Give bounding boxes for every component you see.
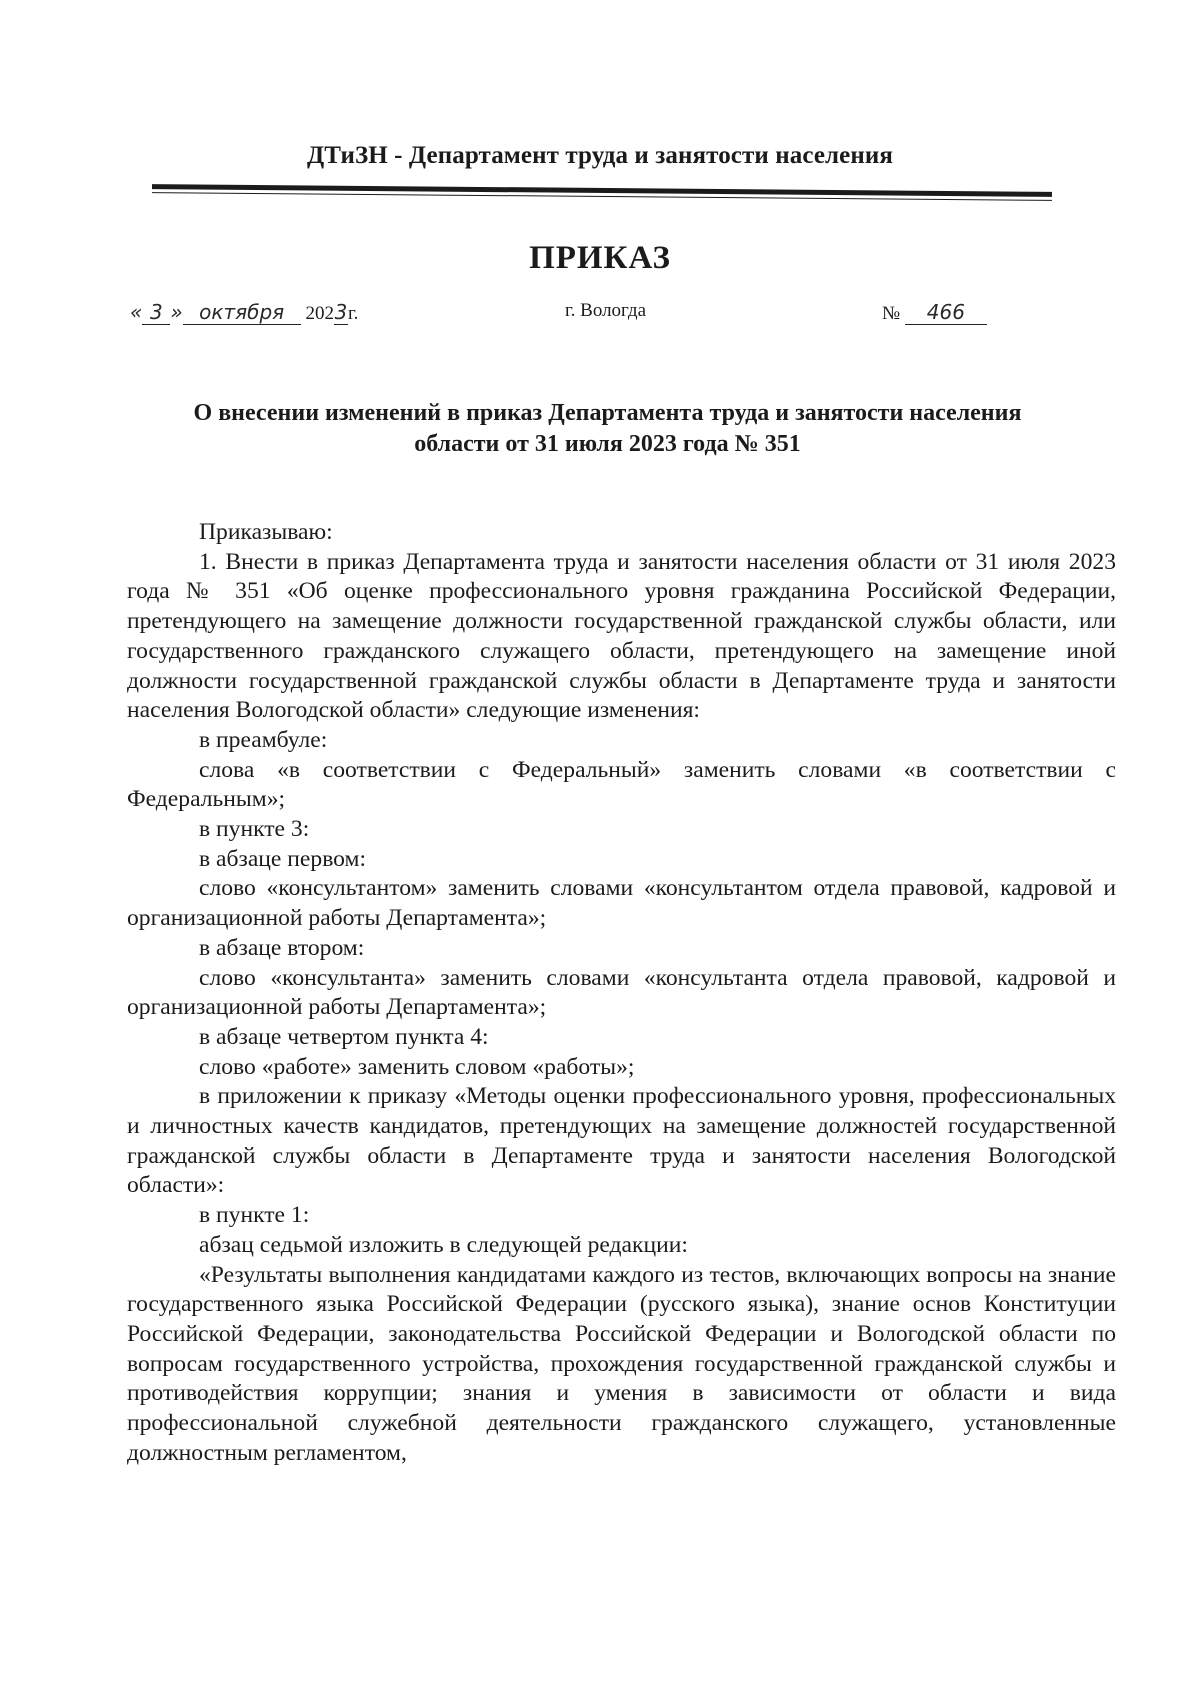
body-paragraph: в преамбуле: (199, 726, 328, 753)
date-day: 3 (142, 300, 170, 325)
date-month: октября (183, 300, 301, 325)
document-city: г. Вологда (565, 300, 647, 321)
body-paragraph: в пункте 1: (199, 1202, 310, 1229)
date-year-prefix: 202 (305, 303, 334, 324)
date-year-end: г. (347, 303, 359, 324)
document-subject: О внесении изменений в приказ Департамента труда и занятости населения области от 31 июля 2023 года № 351 (193, 400, 1022, 457)
number-value: 466 (905, 300, 987, 325)
body-paragraph: абзац седьмой изложить в следующей редакции: (199, 1231, 688, 1258)
body-paragraph: в пункте 3: (199, 816, 310, 843)
body-paragraph: слово «консультанта» заменить словами «консультанта отдела правовой, кадровой и организационной работы Департамента»; (127, 964, 1116, 1021)
body-paragraph: в абзаце втором: (199, 934, 365, 961)
document-date (130, 300, 358, 325)
document-number (882, 300, 987, 325)
body-paragraph: 1. Внести в приказ Департамента труда и занятости населения области от 31 июля 2023 года № 351 «Об оценке профессионального уровня гражданина Российской Федерации, претендующего на замещение должности государственной гражданской службы области, или государственного гражданского служащего области, претендующего на замещение иной должности государственной гражданской службы области в Департаменте труда и занятости населения Вологодской области» следующие изменения: (127, 548, 1116, 724)
body-paragraph: «Результаты выполнения кандидатами каждого из тестов, включающих вопросы на знание государственного языка Российской Федерации (русского языка), знание основ Конституции Российской Федерации, законодательства Российской Федерации и Вологодской области по вопросам государственного устройства, прохождения государственной гражданской службы и противодействия коррупции; знания и умения в зависимости от области и вида профессиональной служебной деятельности гражданского служащего, установленные должностным регламентом, (127, 1261, 1116, 1466)
number-label: № (882, 303, 901, 324)
date-open-quote: « (130, 300, 143, 324)
date-year-suffix: 3 (334, 300, 348, 324)
header-rule-thick (152, 184, 1052, 197)
body-paragraph: в приложении к приказу «Методы оценки профессионального уровня, профессиональных и личностных качеств кандидатов, претендующих на замещение должностей государственной гражданской службы области в Департаменте труда и занятости населения Вологодской области»: (127, 1083, 1116, 1199)
body-paragraph: слово «работе» заменить словом «работы»; (199, 1053, 635, 1080)
document-type-title: ПРИКАЗ (529, 240, 671, 276)
body-paragraph: слова «в соответствии с Федеральный» заменить словами «в соответствии с Федеральным»; (127, 756, 1116, 813)
body-paragraph: слово «консультантом» заменить словами «консультантом отдела правовой, кадровой и организационной работы Департамента»; (127, 875, 1116, 932)
body-paragraph: Приказываю: (199, 519, 333, 545)
document-body (127, 518, 1116, 1469)
body-paragraph: в абзаце первом: (199, 845, 367, 872)
organization-name: ДТиЗН - Департамент труда и занятости населения (307, 142, 893, 169)
body-paragraph: в абзаце четвертом пункта 4: (199, 1023, 489, 1050)
date-mid-quote: » (170, 300, 183, 324)
